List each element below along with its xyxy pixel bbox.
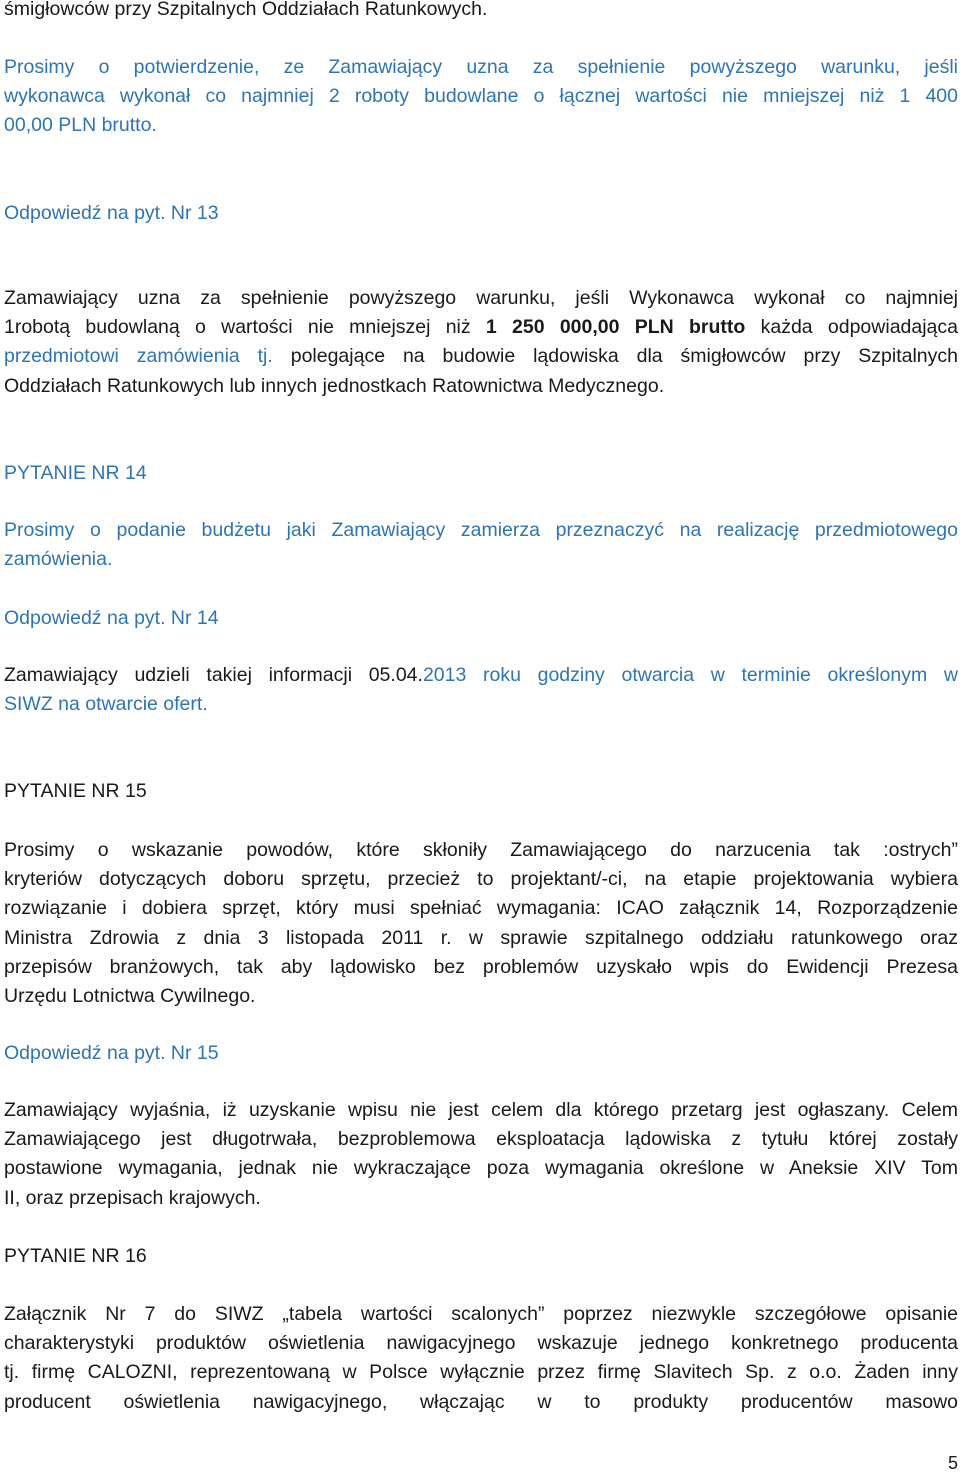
answer-14-text xyxy=(4,661,958,719)
amount-bold: 1 250 000,00 PLN brutto xyxy=(485,316,746,339)
text-line: Prosimy o potwierdzenie, ze Zamawiający uzna za spełnienie powyższego warunku, jeśli xyxy=(4,56,958,78)
question-14-paragraph xyxy=(4,516,958,574)
text-line: Zamawiający uzna za spełnienie powyższego warunku, jeśli Wykonawca wykonał co najmniej xyxy=(4,287,958,309)
text-run: 1robotą budowlaną o wartości nie mniejszej niż xyxy=(4,316,486,339)
text-line xyxy=(4,342,958,371)
text-line: Ministra Zdrowia z dnia 3 listopada 2011 r. w sprawie szpitalnego oddziału ratunkowego oraz xyxy=(4,926,958,949)
text-run: polegające na budowie lądowiska dla śmigłowców przy Szpitalnych xyxy=(290,345,958,368)
text-line: wykonawca wykonał co najmniej 2 roboty budowlane o łącznej wartości nie mniejszej niż 1 400 xyxy=(4,85,958,108)
answer-13-heading: Odpowiedź na pyt. Nr 13 xyxy=(4,202,219,224)
text-line: tj. firmę CALOZNI, reprezentowaną w Polsce wyłącznie przez firmę Slavitech Sp. z o.o. Żaden inny xyxy=(4,1361,958,1384)
question-15-heading: PYTANIE NR 15 xyxy=(4,780,147,802)
text-line xyxy=(4,661,958,690)
answer-15-heading: Odpowiedź na pyt. Nr 15 xyxy=(4,1042,219,1064)
answer-15-text xyxy=(4,1096,958,1213)
question-14-heading: PYTANIE NR 14 xyxy=(4,462,147,484)
text-line: zamówienia. xyxy=(4,548,113,571)
question-15-text xyxy=(4,836,958,1011)
text-line: Prosimy o podanie budżetu jaki Zamawiający zamierza przeznaczyć na realizację przedmiotowego xyxy=(4,519,958,541)
text-line: Urzędu Lotnictwa Cywilnego. xyxy=(4,985,256,1008)
text-run: każda odpowiadająca xyxy=(745,316,958,339)
text-run: Zamawiający udzieli takiej informacji 05.04. xyxy=(4,664,423,686)
text-line: Oddziałach Ratunkowych lub innych jednostkach Ratownictwa Medycznego. xyxy=(4,374,665,397)
question-16-heading: PYTANIE NR 16 xyxy=(4,1245,147,1267)
answer-13-text xyxy=(4,284,958,401)
text-line: 00,00 PLN brutto. xyxy=(4,114,157,137)
text-line: charakterystyki produktów oświetlenia nawigacyjnego wskazuje jednego konkretnego producenta xyxy=(4,1332,958,1355)
text-line: postawione wymagania, jednak nie wykraczające poza wymagania określone w Aneksie XIV Tom xyxy=(4,1157,958,1180)
text-run-blue: 2013 roku godziny otwarcia w terminie określonym w xyxy=(422,664,958,686)
question-16-paragraph xyxy=(4,1300,958,1417)
text-line: SIWZ na otwarcie ofert. xyxy=(4,693,208,716)
text-line xyxy=(4,313,958,342)
text-line: przepisów branżowych, tak aby lądowisko bez problemów uzyskało wpis do Ewidencji Prezesa xyxy=(4,955,958,978)
intro-tail-paragraph xyxy=(4,0,958,24)
question-14-text xyxy=(4,516,958,574)
question-confirm-paragraph xyxy=(4,53,958,141)
text-line: II, oraz przepisach krajowych. xyxy=(4,1186,261,1209)
text-run-blue: przedmiotowi zamówienia tj. xyxy=(4,345,291,368)
answer-15-paragraph xyxy=(4,1096,958,1213)
question-15-paragraph xyxy=(4,836,958,1011)
answer-13-paragraph xyxy=(4,284,958,401)
text-line: Zamawiający wyjaśnia, iż uzyskanie wpisu nie jest celem dla którego przetarg jest ogłaszany. Celem xyxy=(4,1099,958,1121)
text-line: rozwiązanie i dobiera sprzęt, który musi spełniać wymagania: ICAO załącznik 14, Rozporządzenie xyxy=(4,897,958,920)
text-line: Prosimy o wskazanie powodów, które skłoniły Zamawiającego do narzucenia tak :ostrych” xyxy=(4,839,958,861)
text-line: Zamawiającego jest długotrwała, bezproblemowa eksploatacja lądowiska z tytułu której zostały xyxy=(4,1128,958,1151)
text-line: kryteriów dotyczących doboru sprzętu, przecież to projektant/-ci, na etapie projektowania wybiera xyxy=(4,868,958,891)
text-line: producent oświetlenia nawigacyjnego, włączając w to produkty producentów masowo xyxy=(4,1390,958,1413)
question-16-text xyxy=(4,1300,958,1417)
answer-14-heading: Odpowiedź na pyt. Nr 14 xyxy=(4,607,219,629)
text-line: śmigłowców przy Szpitalnych Oddziałach Ratunkowych. xyxy=(4,0,488,20)
answer-14-paragraph xyxy=(4,661,958,719)
question-confirm-text xyxy=(4,53,958,141)
page-number: 5 xyxy=(947,1453,958,1473)
text-line: Załącznik Nr 7 do SIWZ „tabela wartości scalonych” poprzez niezwykle szczegółowe opisanie xyxy=(4,1303,958,1325)
